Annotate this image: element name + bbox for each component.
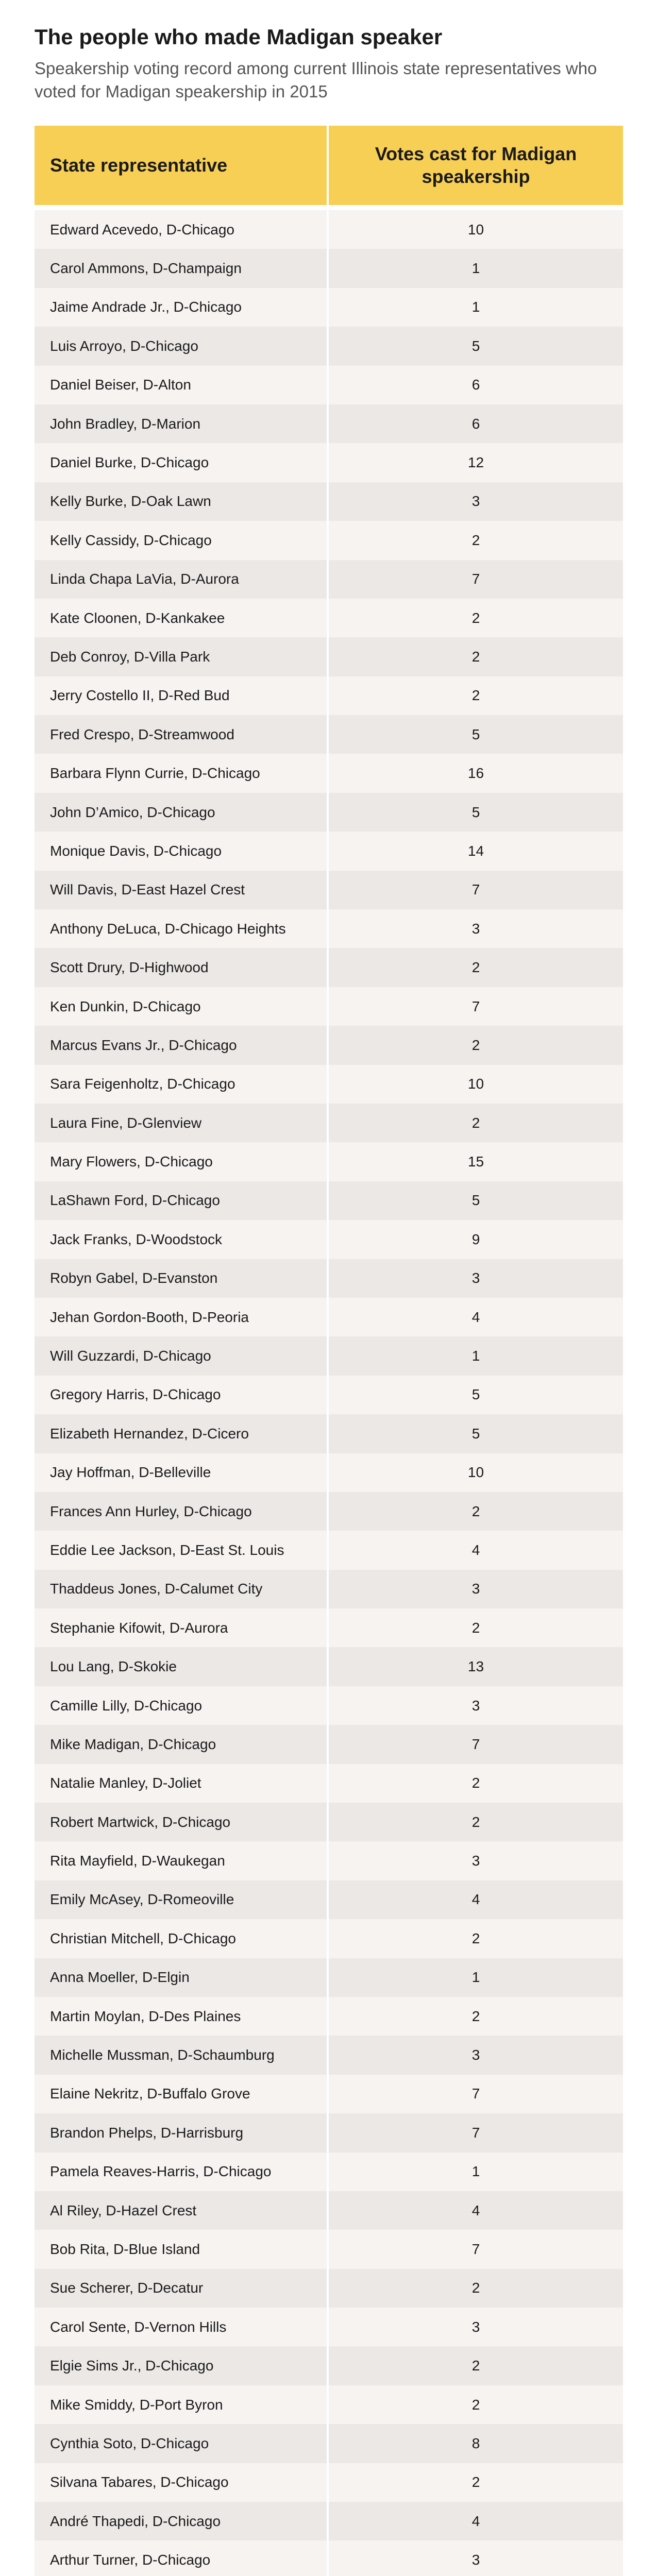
table-row xyxy=(35,2308,623,2346)
table-row xyxy=(35,637,623,676)
vote-count: 7 xyxy=(471,998,480,1014)
representative-name: Barbara Flynn Currie, D-Chicago xyxy=(35,754,329,792)
vote-count: 3 xyxy=(471,493,480,510)
vote-count: 3 xyxy=(471,2047,480,2063)
table-row xyxy=(35,1725,623,1764)
vote-count: 10 xyxy=(467,1076,484,1092)
representative-name: Al Riley, D-Hazel Crest xyxy=(35,2191,329,2230)
vote-count: 3 xyxy=(471,1581,480,1597)
representative-name: Mary Flowers, D-Chicago xyxy=(35,1142,329,1181)
representative-name: Deb Conroy, D-Villa Park xyxy=(35,637,329,676)
column-header-representative: State representative xyxy=(35,126,329,205)
vote-count: 5 xyxy=(471,337,480,354)
representative-name: Kelly Burke, D-Oak Lawn xyxy=(35,482,329,521)
representative-name: Elaine Nekritz, D-Buffalo Grove xyxy=(35,2075,329,2113)
representative-name: Arthur Turner, D-Chicago xyxy=(35,2540,329,2576)
vote-count: 7 xyxy=(471,2086,480,2102)
vote-count: 5 xyxy=(471,1425,480,1442)
vote-count: 2 xyxy=(471,1814,480,1830)
table-row xyxy=(35,2036,623,2074)
table-row xyxy=(35,1841,623,1880)
representative-name: Jehan Gordon-Booth, D-Peoria xyxy=(35,1298,329,1336)
table-row xyxy=(35,1142,623,1181)
table-row xyxy=(35,2269,623,2308)
vote-count: 10 xyxy=(467,1464,484,1481)
representative-name: LaShawn Ford, D-Chicago xyxy=(35,1181,329,1220)
representative-name: Will Guzzardi, D-Chicago xyxy=(35,1336,329,1375)
table-row xyxy=(35,1104,623,1142)
vote-count: 5 xyxy=(471,1386,480,1403)
representative-name: Edward Acevedo, D-Chicago xyxy=(35,210,329,249)
vote-count: 15 xyxy=(467,1154,484,1170)
representative-name: Brandon Phelps, D-Harrisburg xyxy=(35,2113,329,2152)
vote-count: 7 xyxy=(471,571,480,587)
vote-count: 1 xyxy=(471,299,480,315)
table-row xyxy=(35,987,623,1026)
table-row xyxy=(35,793,623,832)
table-row xyxy=(35,443,623,482)
representative-name: Jerry Costello II, D-Red Bud xyxy=(35,676,329,715)
vote-count: 16 xyxy=(467,765,484,782)
table-row xyxy=(35,1414,623,1453)
representative-name: Monique Davis, D-Chicago xyxy=(35,832,329,870)
vote-count: 10 xyxy=(467,221,484,238)
vote-count: 1 xyxy=(471,1348,480,1364)
table-row xyxy=(35,1026,623,1064)
vote-count: 2 xyxy=(471,609,480,626)
table-row xyxy=(35,2540,623,2576)
table-row xyxy=(35,909,623,948)
representative-name: Fred Crespo, D-Streamwood xyxy=(35,715,329,754)
table-row xyxy=(35,1531,623,1569)
representative-name: Silvana Tabares, D-Chicago xyxy=(35,2463,329,2502)
vote-count: 7 xyxy=(471,2241,480,2257)
vote-count: 2 xyxy=(471,2358,480,2374)
representative-name: Robert Martwick, D-Chicago xyxy=(35,1803,329,1841)
vote-count: 2 xyxy=(471,1503,480,1519)
representative-name: Gregory Harris, D-Chicago xyxy=(35,1376,329,1414)
representative-name: Will Davis, D-East Hazel Crest xyxy=(35,871,329,909)
representative-name: Stephanie Kifowit, D-Aurora xyxy=(35,1608,329,1647)
representative-name: Jack Franks, D-Woodstock xyxy=(35,1220,329,1259)
representative-name: Carol Sente, D-Vernon Hills xyxy=(35,2308,329,2346)
representative-name: Mike Madigan, D-Chicago xyxy=(35,1725,329,1764)
vote-count: 3 xyxy=(471,2552,480,2568)
representative-name: Martin Moylan, D-Des Plaines xyxy=(35,1997,329,2036)
representative-name: Elizabeth Hernandez, D-Cicero xyxy=(35,1414,329,1453)
representative-name: Thaddeus Jones, D-Calumet City xyxy=(35,1570,329,1608)
table-row xyxy=(35,1647,623,1686)
vote-count: 2 xyxy=(471,1930,480,1946)
table-row xyxy=(35,1181,623,1220)
vote-count: 12 xyxy=(467,454,484,471)
vote-count: 2 xyxy=(471,1037,480,1053)
table-row xyxy=(35,1570,623,1608)
vote-count: 5 xyxy=(471,804,480,820)
representative-name: Scott Drury, D-Highwood xyxy=(35,948,329,987)
table-row xyxy=(35,1880,623,1919)
representative-name: Rita Mayfield, D-Waukegan xyxy=(35,1841,329,1880)
representative-name: Natalie Manley, D-Joliet xyxy=(35,1764,329,1803)
table-row xyxy=(35,1608,623,1647)
table-row xyxy=(35,2191,623,2230)
vote-count: 3 xyxy=(471,1270,480,1286)
representative-name: Luis Arroyo, D-Chicago xyxy=(35,327,329,365)
table-row xyxy=(35,599,623,637)
column-header-votes: Votes cast for Madigan speakership xyxy=(375,143,577,187)
table-row xyxy=(35,560,623,599)
vote-count: 2 xyxy=(471,2474,480,2490)
representative-name: André Thapedi, D-Chicago xyxy=(35,2502,329,2540)
representative-name: Marcus Evans Jr., D-Chicago xyxy=(35,1026,329,1064)
table-row xyxy=(35,2346,623,2385)
vote-count: 8 xyxy=(471,2435,480,2451)
representative-name: Carol Ammons, D-Champaign xyxy=(35,249,329,287)
vote-count: 1 xyxy=(471,2163,480,2180)
representative-name: Daniel Beiser, D-Alton xyxy=(35,366,329,404)
representative-name: Sara Feigenholtz, D-Chicago xyxy=(35,1065,329,1104)
vote-count: 3 xyxy=(471,1853,480,1869)
representative-name: Mike Smiddy, D-Port Byron xyxy=(35,2385,329,2424)
representative-name: Kelly Cassidy, D-Chicago xyxy=(35,521,329,560)
vote-count: 4 xyxy=(471,1309,480,1325)
table-row xyxy=(35,1919,623,1958)
vote-count: 3 xyxy=(471,1697,480,1714)
vote-count: 1 xyxy=(471,260,480,277)
table-row xyxy=(35,2385,623,2424)
table-row xyxy=(35,1764,623,1803)
table-row xyxy=(35,1220,623,1259)
vote-count: 3 xyxy=(471,920,480,937)
page-title: The people who made Madigan speaker xyxy=(35,25,443,49)
table-row xyxy=(35,288,623,327)
table-row xyxy=(35,1958,623,1997)
table-row xyxy=(35,1803,623,1841)
table-row xyxy=(35,366,623,404)
representative-name: Bob Rita, D-Blue Island xyxy=(35,2230,329,2268)
vote-count: 4 xyxy=(471,2202,480,2218)
representative-name: Christian Mitchell, D-Chicago xyxy=(35,1919,329,1958)
table-row xyxy=(35,1065,623,1104)
table-row xyxy=(35,2230,623,2268)
representative-name: Ken Dunkin, D-Chicago xyxy=(35,987,329,1026)
vote-count: 2 xyxy=(471,1775,480,1791)
vote-count: 2 xyxy=(471,2008,480,2024)
vote-count: 2 xyxy=(471,1114,480,1131)
representative-name: Anna Moeller, D-Elgin xyxy=(35,1958,329,1997)
vote-count: 14 xyxy=(467,842,484,859)
table-row xyxy=(35,1259,623,1298)
page-subtitle: Speakership voting record among current Illinois state representatives who voted for Madigan speakership in 2015 xyxy=(35,59,597,101)
vote-count: 7 xyxy=(471,882,480,898)
table-row xyxy=(35,2424,623,2463)
table-header xyxy=(35,126,623,205)
vote-count: 7 xyxy=(471,1736,480,1752)
table-row xyxy=(35,948,623,987)
table-row xyxy=(35,1336,623,1375)
vote-count: 4 xyxy=(471,1541,480,1558)
vote-count: 13 xyxy=(467,1658,484,1675)
representative-name: Kate Cloonen, D-Kankakee xyxy=(35,599,329,637)
representative-name: Lou Lang, D-Skokie xyxy=(35,1647,329,1686)
representative-name: Sue Scherer, D-Decatur xyxy=(35,2269,329,2308)
vote-count: 2 xyxy=(471,1619,480,1636)
table-row xyxy=(35,521,623,560)
representative-name: Emily McAsey, D-Romeoville xyxy=(35,1880,329,1919)
table-row xyxy=(35,2502,623,2540)
vote-count: 2 xyxy=(471,648,480,665)
vote-count: 7 xyxy=(471,2124,480,2141)
representative-name: Jay Hoffman, D-Belleville xyxy=(35,1453,329,1492)
table-row xyxy=(35,871,623,909)
vote-count: 2 xyxy=(471,2396,480,2413)
table-row xyxy=(35,482,623,521)
vote-count: 5 xyxy=(471,1192,480,1209)
representative-name: Frances Ann Hurley, D-Chicago xyxy=(35,1492,329,1531)
table-row xyxy=(35,1492,623,1531)
representative-name: Michelle Mussman, D-Schaumburg xyxy=(35,2036,329,2074)
vote-count: 1 xyxy=(471,1969,480,1986)
vote-count: 2 xyxy=(471,959,480,976)
table-row xyxy=(35,754,623,792)
table-row xyxy=(35,1453,623,1492)
vote-count: 5 xyxy=(471,726,480,742)
representative-name: Camille Lilly, D-Chicago xyxy=(35,1686,329,1725)
vote-count: 2 xyxy=(471,532,480,548)
representative-name: Cynthia Soto, D-Chicago xyxy=(35,2424,329,2463)
votes-table xyxy=(35,126,623,2576)
representative-name: Pamela Reaves-Harris, D-Chicago xyxy=(35,2153,329,2191)
table-row xyxy=(35,2075,623,2113)
table-row xyxy=(35,676,623,715)
table-row xyxy=(35,327,623,365)
vote-count: 4 xyxy=(471,2513,480,2529)
table-row xyxy=(35,2463,623,2502)
table-row xyxy=(35,2113,623,2152)
table-row xyxy=(35,1376,623,1414)
table-row xyxy=(35,1997,623,2036)
table-row xyxy=(35,249,623,287)
representative-name: Anthony DeLuca, D-Chicago Heights xyxy=(35,909,329,948)
table-row xyxy=(35,2153,623,2191)
representative-name: Laura Fine, D-Glenview xyxy=(35,1104,329,1142)
representative-name: John D’Amico, D-Chicago xyxy=(35,793,329,832)
representative-name: Daniel Burke, D-Chicago xyxy=(35,443,329,482)
vote-count: 9 xyxy=(471,1231,480,1247)
vote-count: 4 xyxy=(471,1891,480,1908)
representative-name: Robyn Gabel, D-Evanston xyxy=(35,1259,329,1298)
representative-name: Linda Chapa LaVia, D-Aurora xyxy=(35,560,329,599)
vote-count: 3 xyxy=(471,2318,480,2335)
representative-name: Jaime Andrade Jr., D-Chicago xyxy=(35,288,329,327)
table-row xyxy=(35,715,623,754)
vote-count: 6 xyxy=(471,377,480,393)
table-row xyxy=(35,1298,623,1336)
table-body xyxy=(35,210,623,2576)
table-row xyxy=(35,832,623,870)
table-row xyxy=(35,210,623,249)
table-row xyxy=(35,404,623,443)
representative-name: Elgie Sims Jr., D-Chicago xyxy=(35,2346,329,2385)
vote-count: 2 xyxy=(471,687,480,704)
vote-count: 6 xyxy=(471,415,480,432)
representative-name: John Bradley, D-Marion xyxy=(35,404,329,443)
representative-name: Eddie Lee Jackson, D-East St. Louis xyxy=(35,1531,329,1569)
table-row xyxy=(35,1686,623,1725)
vote-count: 2 xyxy=(471,2280,480,2296)
